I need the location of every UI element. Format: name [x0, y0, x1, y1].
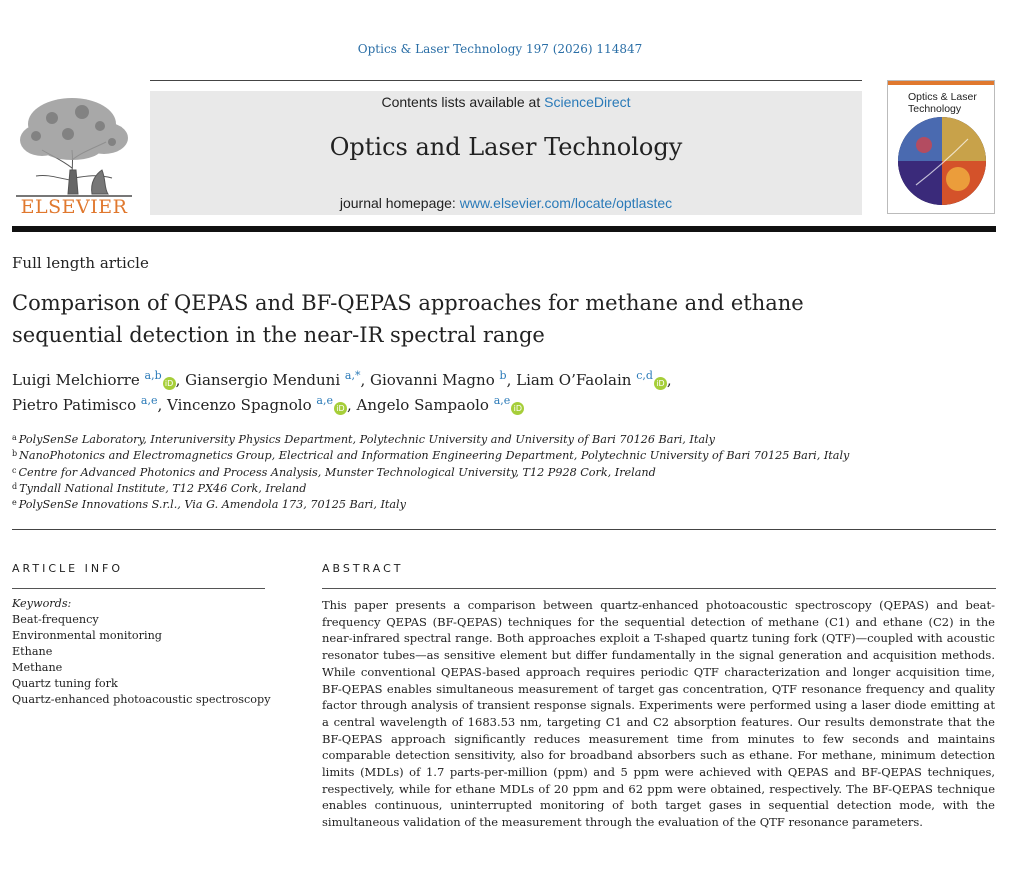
journal-citation[interactable]: Optics & Laser Technology 197 (2026) 114847 [357, 42, 643, 56]
keyword-item[interactable]: Environmental monitoring [12, 629, 162, 642]
header-thick-rule [12, 226, 996, 232]
contents-prefix: Contents lists available at [381, 94, 545, 110]
orcid-icon[interactable]: iD [334, 402, 347, 415]
keyword-item[interactable]: Methane [12, 661, 63, 674]
affiliation-key: e [12, 498, 17, 508]
cover-art-image [896, 115, 988, 207]
affiliation [12, 432, 912, 448]
abstract-text: This paper presents a comparison between quartz-enhanced photoacoustic spectroscopy (QEPAS) and beat-frequency QEPAS (BF-QEPAS) techniques for the sequential detection of methane (C1) and ethane (C2) in the near-infrared spectral range. Both approaches exploit a T-shaped quartz tuning fork (QTF)—coupled with acoustic resonator tubes—as sensitive element but differ fundamentally in the signal generation and acquisition methods. While conventional QEPAS-based approach requires periodic QTF characterization and longer acquisition time, BF-QEPAS enables simultaneous measurement of target gas concentration, QTF resonance frequency and quality factor through analysis of transient response signals. Experiments were performed using a laser diode emitting at a central wavelength of 1683.53 nm, targeting C1 and C2 absorption features. Our results demonstrate that the BF-QEPAS approach significantly reduces measurement time from minutes to few seconds and maintains comparable detection sensitivity, also for broadband absorbers such as ethane. For methane, minimum detection limits (MDLs) of 1.7 parts-per-million (ppm) and 5 ppm were achieved with QEPAS and BF-QEPAS techniques, respectively, while for ethane MDLs of 20 ppm and 62 ppm were obtained, respectively. The BF-QEPAS technique enables continuous, uninterrupted monitoring of both target gases in sequential detection mode, with the simultaneous validation of the measurement through the evaluation of the QTF resonance parameters. [322, 598, 995, 830]
author-name[interactable]: Giovanni Magno [370, 371, 495, 389]
affiliation-text: Tyndall National Institute, T12 PX46 Cork, Ireland [19, 481, 307, 495]
author-affil-ref[interactable]: a,e [140, 394, 158, 407]
keywords-label: Keywords: [12, 597, 72, 610]
keyword-item[interactable]: Quartz-enhanced photoacoustic spectroscopy [12, 693, 271, 706]
article-info-rule [12, 588, 265, 589]
author[interactable] [12, 396, 157, 414]
sciencedirect-link[interactable]: ScienceDirect [544, 94, 631, 110]
orcid-icon[interactable]: iD [654, 377, 667, 390]
affiliation-key: d [12, 481, 18, 491]
journal-cover[interactable] [887, 80, 995, 214]
affiliation-key: a [12, 433, 17, 442]
journal-masthead [150, 91, 862, 215]
affiliation [12, 448, 912, 464]
abstract-heading: ABSTRACT [322, 562, 404, 575]
orcid-icon[interactable]: iD [163, 377, 176, 390]
affiliation-text: PolySenSe Innovations S.r.l., Via G. Amendola 173, 70125 Bari, Italy [18, 498, 406, 512]
abstract-rule [322, 588, 996, 589]
author[interactable] [357, 396, 525, 414]
affiliation [12, 465, 912, 481]
keyword-item[interactable]: Quartz tuning fork [12, 677, 118, 690]
contents-line [150, 94, 862, 110]
author[interactable] [12, 371, 176, 389]
affiliation-list [12, 432, 912, 513]
author-affil-ref[interactable]: c,d [636, 369, 653, 382]
author-list: Luigi Melchiorre $^{a,b}$iD , Giansergio Menduni $^{a,*}$, Giovanni Magno $^b$, Liam O’Faolain $^{c,d}$iD , Pietro Patimisco $^{a,e}$, Vincenzo Spagnolo $^{a,e}$iD , Angelo Sampaolo $^{a,e}$iD [12, 369, 672, 414]
author-name[interactable]: Angelo Sampaolo [356, 396, 489, 414]
author-name[interactable]: Giansergio Menduni [185, 371, 341, 389]
author-affil-ref[interactable]: a,* [344, 369, 361, 382]
keyword-item[interactable]: Beat-frequency [12, 613, 99, 626]
affiliation-text: PolySenSe Laboratory, Interuniversity Physics Department, Polytechnic University and University of Bari 70126 Bari, Italy [18, 433, 715, 446]
journal-title[interactable]: Optics and Laser Technology [329, 133, 683, 161]
cover-bar [888, 81, 994, 85]
article-info-heading: ARTICLE INFO [12, 562, 124, 575]
author[interactable] [516, 371, 667, 389]
affiliation [12, 497, 912, 513]
author[interactable] [370, 371, 507, 389]
affiliation-key: c [12, 465, 17, 475]
top-rule [150, 80, 862, 81]
author-affil-ref[interactable]: b [499, 369, 507, 382]
affiliation-text: NanoPhotonics and Electromagnetics Group, Electrical and Information Engineering Department, Polytechnic University of Bari 70125 Bari, Italy [19, 449, 850, 463]
homepage-line [150, 195, 862, 211]
article-title: Comparison of QEPAS and BF-QEPAS approaches for methane and ethane sequential detection in the near-IR spectral range [12, 291, 804, 347]
section-divider [12, 529, 996, 530]
keyword-item[interactable]: Ethane [12, 645, 53, 658]
author-name[interactable]: Luigi Melchiorre [12, 371, 140, 389]
author-name[interactable]: Pietro Patimisco [12, 396, 137, 414]
affiliation-text: Centre for Advanced Photonics and Process Analysis, Munster Technological University, T12 P928 Cork, Ireland [18, 465, 656, 479]
author-name[interactable]: Liam O’Faolain [516, 371, 632, 389]
author-affil-ref[interactable]: a,e [316, 394, 333, 407]
affiliation [12, 481, 912, 497]
author-affil-ref[interactable]: a,e [493, 394, 511, 407]
author-name[interactable]: Vincenzo Spagnolo [167, 396, 312, 414]
orcid-icon[interactable]: iD [511, 402, 524, 415]
keywords-block [12, 596, 272, 708]
author[interactable] [167, 396, 347, 414]
article-type: Full length article [12, 254, 149, 272]
author-affil-ref[interactable]: a,b [144, 369, 162, 382]
homepage-link[interactable]: www.elsevier.com/locate/optlastec [459, 195, 673, 211]
affiliation-key: b [12, 449, 18, 459]
cover-title: Optics & Laser Technology [908, 91, 977, 115]
homepage-prefix: journal homepage: [339, 195, 460, 211]
elsevier-wordmark[interactable]: ELSEVIER [20, 196, 128, 218]
author[interactable] [185, 371, 360, 389]
